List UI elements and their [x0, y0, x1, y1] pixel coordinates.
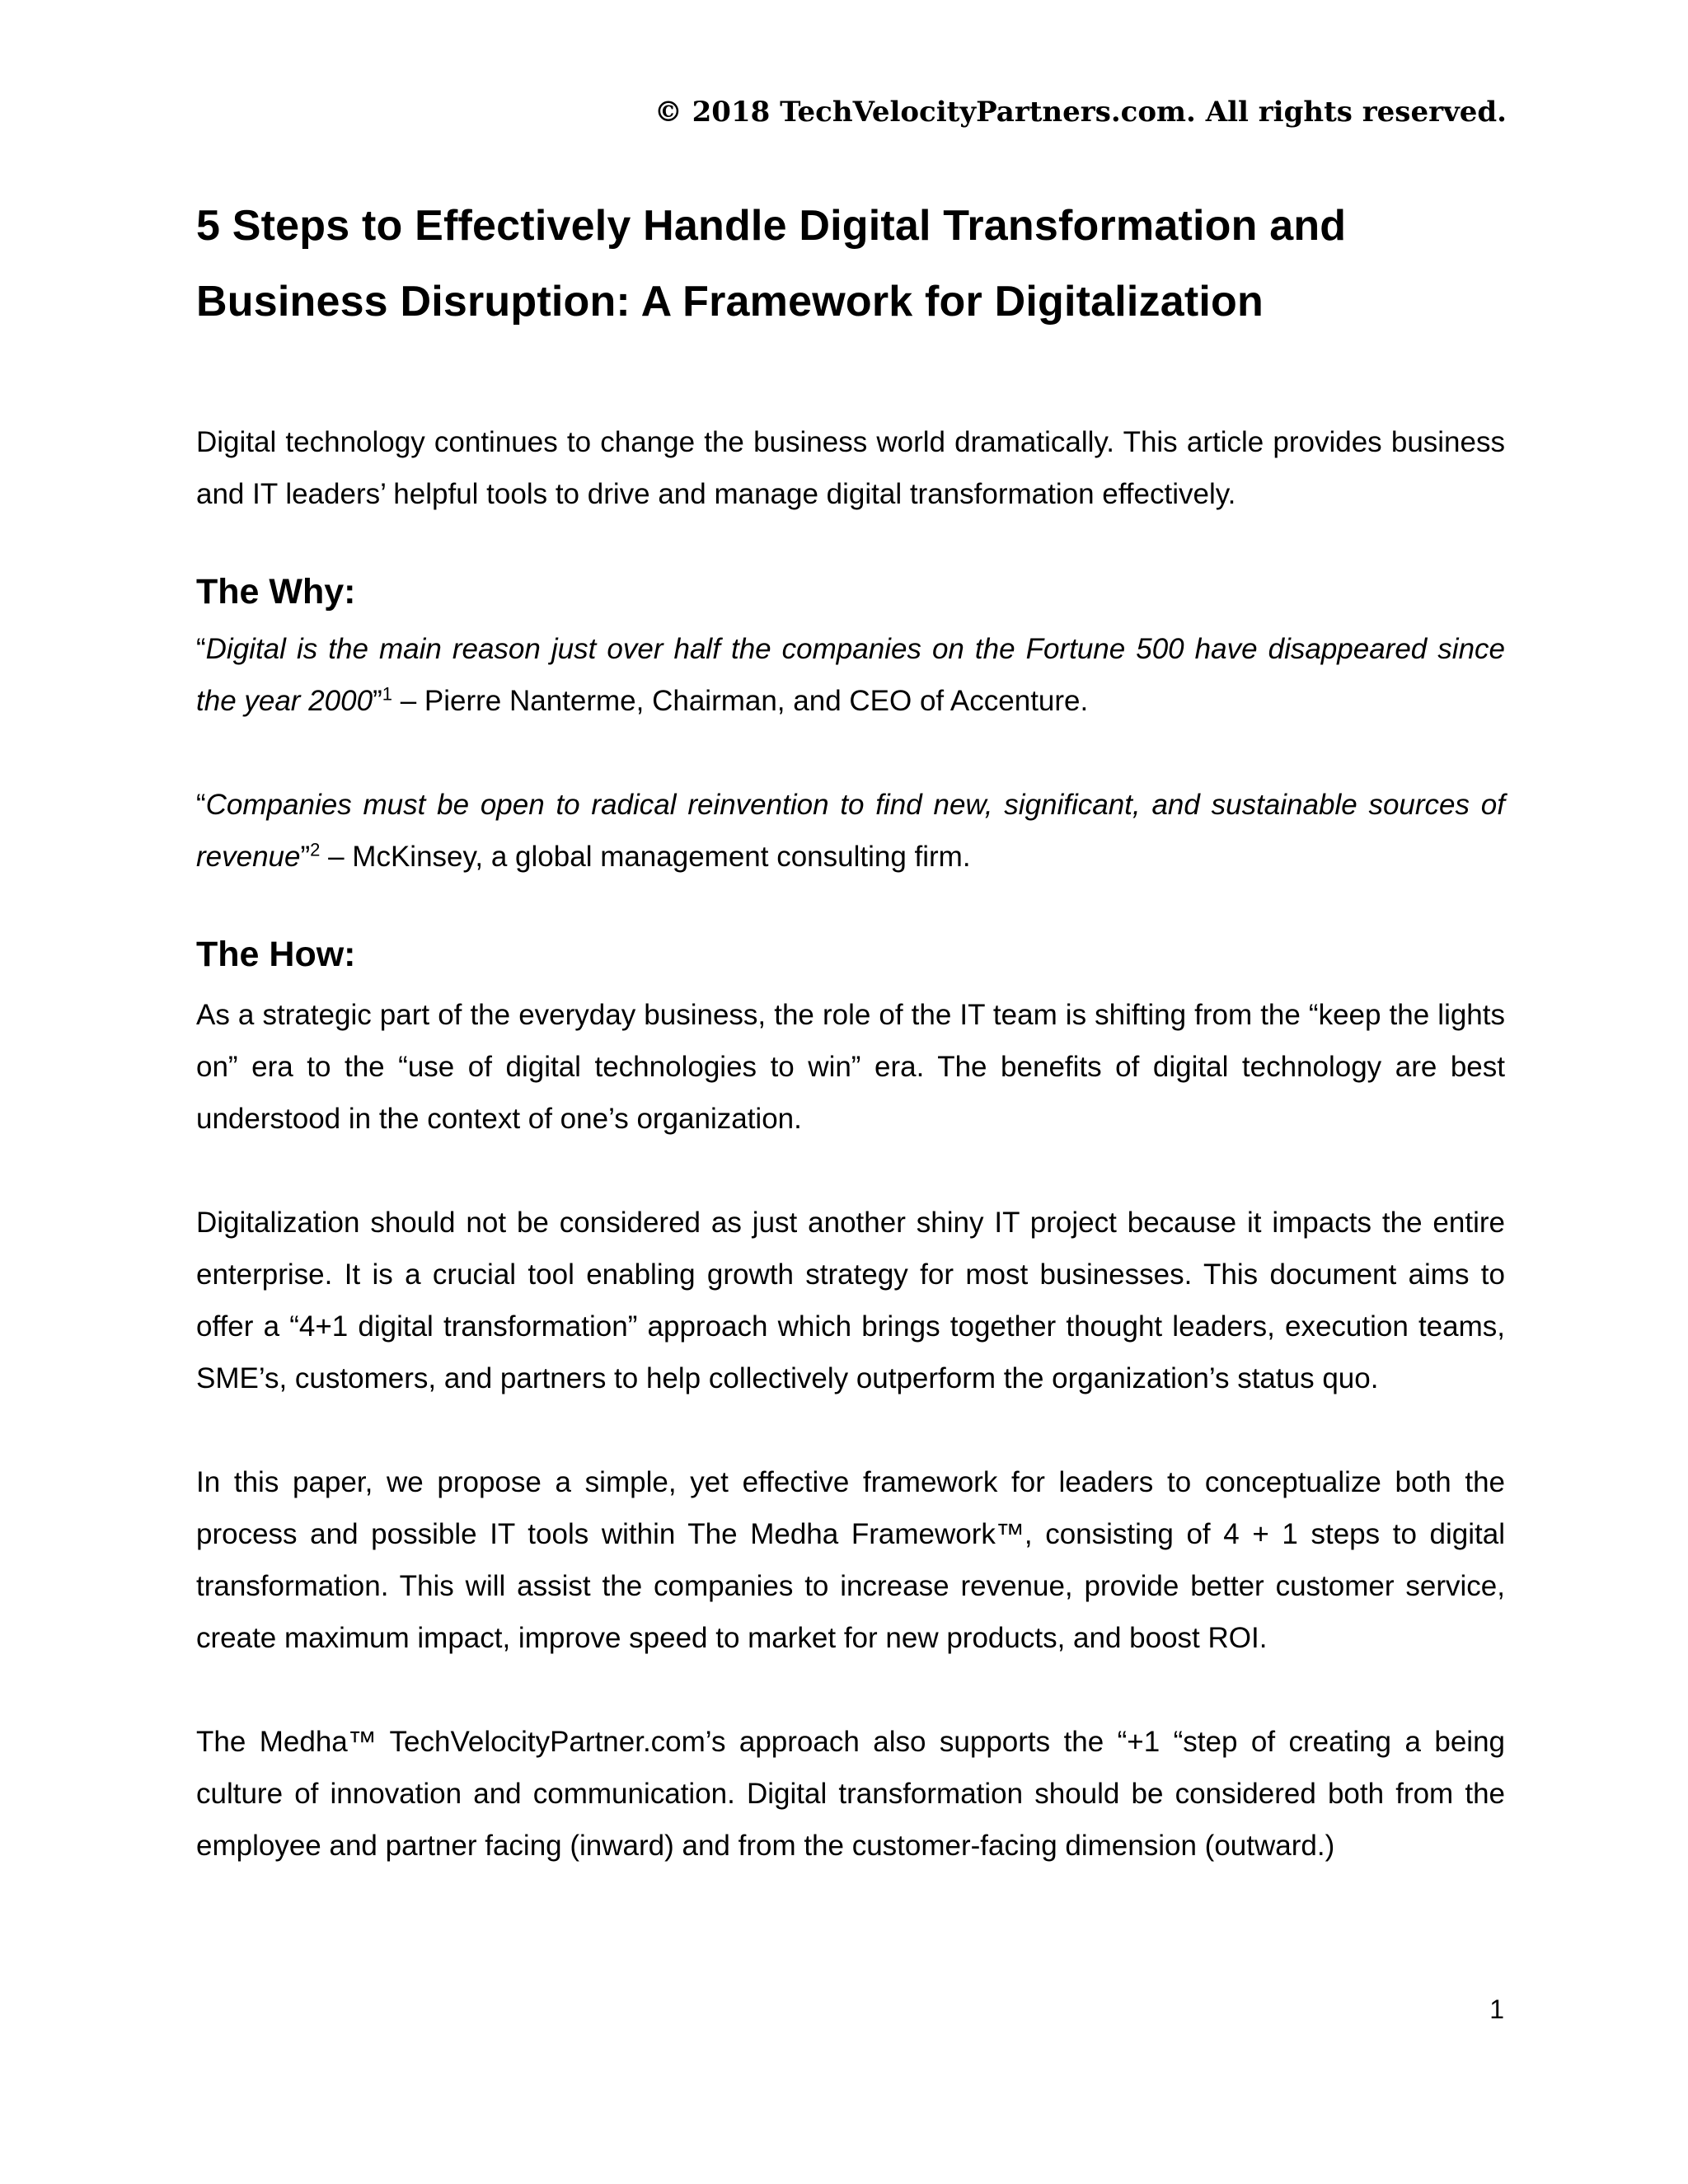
body-paragraph: Digitalization should not be considered as just another shiny IT project because it impacts the entire enterprise. It is a crucial tool enabling growth strategy for most businesses. This document aims to offer a “4+1 digital transformation” approach which brings together thought leaders, execution teams, SME’s, customers, and partners to help collectively outperform the organization’s status quo.: [196, 1207, 1505, 1394]
quote-text: Digital is the main reason just over half the companies on the Fortune 500 have disappeared since the year 2000: [196, 633, 1505, 717]
quote-open-mark: “: [196, 633, 206, 665]
footnote-ref-1: 1: [382, 683, 392, 705]
section-heading-how: The How:: [196, 935, 356, 974]
document-body: [196, 188, 1505, 1872]
section-heading-why: The Why:: [196, 572, 356, 612]
quote-mckinsey: [196, 779, 1505, 883]
quote-attribution: – Pierre Nanterme, Chairman, and CEO of Accenture.: [392, 685, 1089, 717]
intro-paragraph: Digital technology continues to change the business world dramatically. This article provides business and IT leaders’ helpful tools to drive and manage digital transformation effectively.: [196, 426, 1505, 510]
body-paragraph: In this paper, we propose a simple, yet effective framework for leaders to conceptualize both the process and possible IT tools within The Medha Framework™, consisting of 4 + 1 steps to digital transformation. This will assist the companies to increase revenue, provide better customer service, create maximum impact, improve speed to market for new products, and boost ROI.: [196, 1466, 1505, 1654]
quote-attribution: – McKinsey, a global management consulting firm.: [320, 841, 971, 873]
quote-close-mark: ”: [300, 841, 311, 873]
footnote-ref-2: 2: [310, 839, 321, 860]
page-title: [196, 188, 1505, 340]
quote-text: Companies must be open to radical reinvention to find new, significant, and sustainable sources of revenue: [196, 789, 1505, 873]
title-line-2: Business Disruption: A Framework for Digitalization: [196, 278, 1264, 326]
quote-close-mark: ”: [373, 685, 382, 717]
page-number: 1: [1489, 1994, 1504, 2024]
body-paragraph: As a strategic part of the everyday business, the role of the IT team is shifting from the “keep the lights on” era to the “use of digital technologies to win” era. The benefits of digital technology are best understood in the context of one’s organization.: [196, 999, 1505, 1135]
body-paragraph: The Medha™ TechVelocityPartner.com’s approach also supports the “+1 “step of creating a being culture of innovation and communication. Digital transformation should be considered both from the employee and partner facing (inward) and from the customer-facing dimension (outward.): [196, 1726, 1505, 1862]
title-line-1: 5 Steps to Effectively Handle Digital Transformation and: [196, 202, 1347, 250]
copyright-notice: © 2018 TechVelocityPartners.com. All rights reserved.: [654, 96, 1507, 129]
quote-open-mark: “: [196, 789, 206, 821]
quote-accenture: [196, 623, 1505, 727]
